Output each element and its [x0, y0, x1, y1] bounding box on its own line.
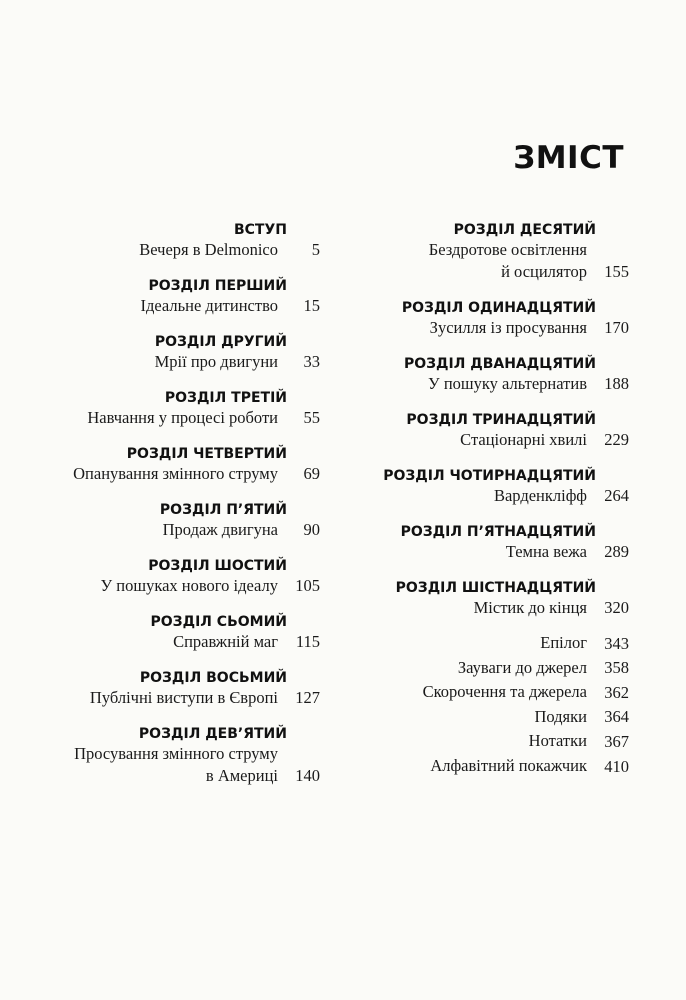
chapter-title-row — [30, 239, 320, 261]
back-matter-entry[interactable] — [376, 754, 629, 779]
page-number: 127 — [295, 688, 320, 707]
chapter-title-row — [30, 743, 320, 787]
chapter-heading: РОЗДІЛ ШОСТИЙ — [148, 558, 287, 574]
chapter-title-row — [376, 373, 629, 395]
chapter-title: Справжній маг — [173, 632, 278, 651]
chapter-title: Опанування змінного струму — [73, 464, 278, 483]
back-matter-entry[interactable] — [376, 656, 629, 681]
toc-entry[interactable] — [30, 501, 320, 541]
toc-entry[interactable] — [30, 277, 320, 317]
back-matter-entry[interactable] — [376, 631, 629, 656]
page-number: 90 — [303, 520, 320, 539]
page-title: ЗМІСТ — [513, 140, 624, 176]
chapter-title: Бездротове освітлення й осцилятор — [428, 240, 587, 281]
chapter-title: Публічні виступи в Європі — [89, 688, 278, 707]
page-number: 229 — [604, 430, 629, 449]
toc-back-matter — [376, 631, 629, 779]
page-number: 358 — [604, 658, 629, 678]
toc-entry[interactable] — [30, 389, 320, 429]
page-number: 140 — [295, 766, 320, 785]
page-number: 33 — [303, 352, 320, 371]
page-number: 69 — [303, 464, 320, 483]
toc-entry[interactable] — [30, 613, 320, 653]
chapter-title: Вечеря в Delmonico — [139, 240, 278, 259]
toc-entry[interactable] — [376, 579, 629, 619]
chapter-title: Навчання у процесі роботи — [87, 408, 278, 427]
page-number: 362 — [604, 682, 629, 702]
chapter-heading: РОЗДІЛ ТРЕТІЙ — [164, 390, 287, 406]
page-number: 155 — [604, 262, 629, 281]
chapter-title-row — [30, 575, 320, 597]
chapter-title: Просування змінного струму в Америці — [74, 744, 278, 785]
chapter-heading: РОЗДІЛ П’ЯТНАДЦЯТИЙ — [400, 524, 596, 540]
chapter-title-row — [376, 541, 629, 563]
page-number: 15 — [303, 296, 320, 315]
chapter-title-row — [30, 631, 320, 653]
toc-entry[interactable] — [376, 467, 629, 507]
chapter-title: Продаж двигуна — [162, 520, 278, 539]
chapter-heading: РОЗДІЛ ДЕВ’ЯТИЙ — [138, 726, 287, 742]
chapter-heading: РОЗДІЛ ЧОТИРНАДЦЯТИЙ — [383, 468, 596, 484]
page-number: 188 — [604, 374, 629, 393]
toc-entry[interactable] — [376, 355, 629, 395]
page-number: 105 — [295, 576, 320, 595]
page-number: 320 — [604, 598, 629, 617]
page-number: 170 — [604, 318, 629, 337]
chapter-title-row — [30, 407, 320, 429]
chapter-title-row — [376, 485, 629, 507]
chapter-heading: РОЗДІЛ ДРУГИЙ — [154, 334, 287, 350]
chapter-heading: ВСТУП — [233, 222, 287, 238]
toc-entry[interactable] — [376, 411, 629, 451]
chapter-title-row — [30, 687, 320, 709]
chapter-title-row — [376, 597, 629, 619]
page-number: 367 — [604, 731, 629, 751]
chapter-title: Містик до кінця — [473, 598, 587, 617]
chapter-title: У пошуку альтернатив — [428, 374, 587, 393]
toc-entry[interactable] — [30, 669, 320, 709]
toc-entry[interactable] — [30, 221, 320, 261]
toc-right-column — [376, 221, 629, 779]
chapter-title: Стаціонарні хвилі — [460, 430, 587, 449]
toc-right-chapters — [376, 221, 629, 619]
back-matter-entry[interactable] — [376, 729, 629, 754]
chapter-title-row — [376, 239, 629, 283]
chapter-title-row — [30, 463, 320, 485]
chapter-title-row — [376, 317, 629, 339]
page-number: 364 — [604, 707, 629, 727]
page-number: 410 — [604, 756, 629, 776]
page-number: 264 — [604, 486, 629, 505]
toc-entry[interactable] — [376, 221, 629, 283]
chapter-heading: РОЗДІЛ ПЕРШИЙ — [148, 278, 287, 294]
toc-entry[interactable] — [30, 333, 320, 373]
chapter-heading: РОЗДІЛ ШІСТНАДЦЯТИЙ — [395, 580, 596, 596]
chapter-title-row — [376, 429, 629, 451]
back-matter-title: Нотатки — [528, 731, 587, 751]
back-matter-title: Алфавітний покажчик — [430, 755, 587, 775]
page-number: 289 — [604, 542, 629, 561]
chapter-title-row — [30, 295, 320, 317]
toc-entry[interactable] — [376, 523, 629, 563]
chapter-heading: РОЗДІЛ ДВАНАДЦЯТИЙ — [403, 356, 596, 372]
chapter-heading: РОЗДІЛ ДЕСЯТИЙ — [453, 222, 596, 238]
page-number: 115 — [295, 632, 320, 651]
chapter-title-row — [30, 519, 320, 541]
page-number: 343 — [604, 633, 629, 653]
back-matter-title: Скорочення та джерела — [422, 682, 587, 702]
toc-entry[interactable] — [376, 299, 629, 339]
chapter-heading: РОЗДІЛ П’ЯТИЙ — [159, 502, 287, 518]
back-matter-title: Епілог — [540, 633, 587, 652]
chapter-heading: РОЗДІЛ ТРИНАДЦЯТИЙ — [406, 412, 596, 428]
chapter-title: У пошуках нового ідеалу — [100, 576, 278, 595]
chapter-title: Ідеальне дитинство — [140, 296, 278, 315]
page-number: 5 — [311, 240, 320, 259]
toc-entry[interactable] — [30, 445, 320, 485]
back-matter-title: Подяки — [534, 706, 587, 726]
chapter-heading: РОЗДІЛ ОДИНАДЦЯТИЙ — [401, 300, 596, 316]
chapter-heading: РОЗДІЛ ЧЕТВЕРТИЙ — [126, 446, 287, 462]
toc-left-column — [30, 221, 320, 803]
toc-entry[interactable] — [30, 557, 320, 597]
back-matter-title: Зауваги до джерел — [457, 657, 587, 677]
back-matter-entry[interactable] — [376, 705, 629, 730]
chapter-heading: РОЗДІЛ СЬОМИЙ — [150, 614, 287, 630]
chapter-heading: РОЗДІЛ ВОСЬМИЙ — [139, 670, 287, 686]
chapter-title: Зусилля із просування — [429, 318, 587, 337]
page-number: 55 — [303, 408, 320, 427]
chapter-title: Темна вежа — [505, 542, 587, 561]
chapter-title: Варденкліфф — [493, 486, 587, 505]
chapter-title-row — [30, 351, 320, 373]
toc-entry[interactable] — [30, 725, 320, 787]
chapter-title: Мрії про двигуни — [154, 352, 278, 371]
back-matter-entry[interactable] — [376, 680, 629, 705]
